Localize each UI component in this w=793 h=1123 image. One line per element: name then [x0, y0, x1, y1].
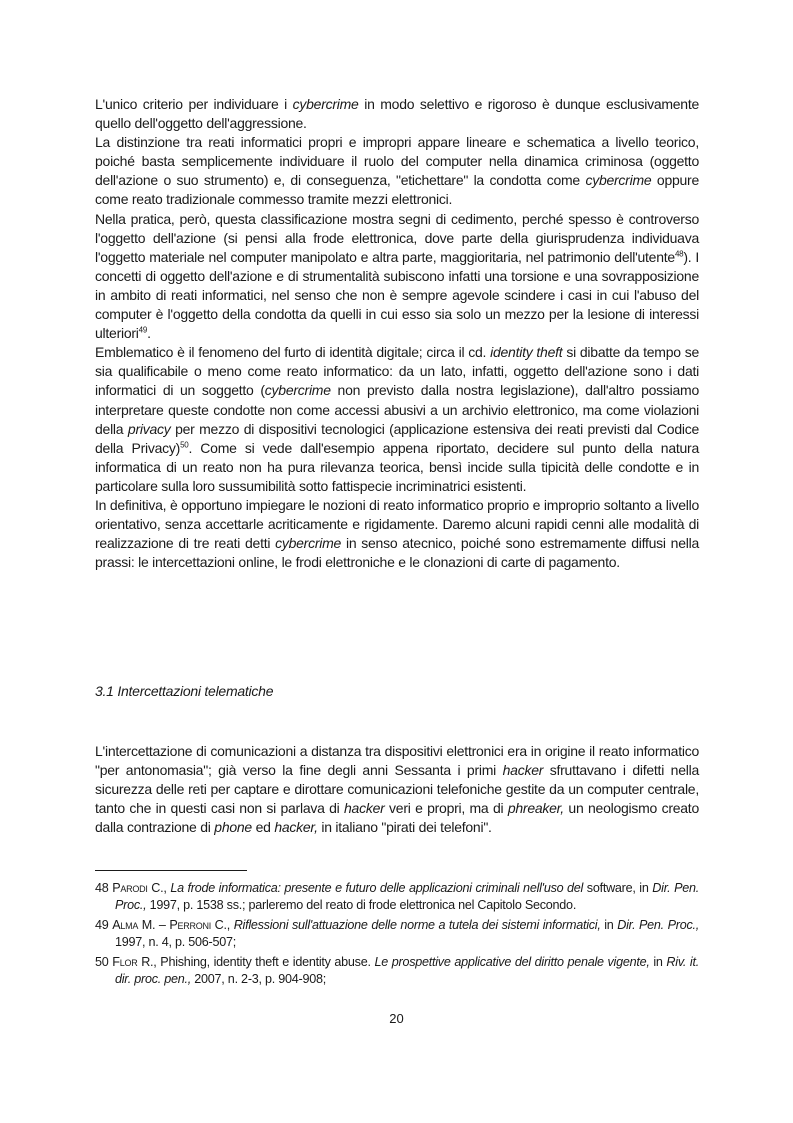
paragraph-4: Emblematico è il fenomeno del furto di identità digitale; circa il cd. identity theft si dibatte da tempo se sia qualificabile o meno come reato informatico: da un lato, infatti, oggetto dell'azione sono i dati informatici di un soggetto (cybercrime non previsto dalla nostra legislazione), dall'altro possiamo interpretare queste condotte non come accessi abusivi a un archivio elettronico, ma come violazioni della privacy per mezzo di dispositivi tecnologici (applicazione estensiva dei reati previsti dal Codice della Privacy)$^{50}$. Come si vede dall'esempio appena riportato, decidere sul punto della natura informatica di un reato non ha pura rilevanza teorica, bensì incide sulla tipicità delle condotte e in particolare sulla loro sussumibilità sotto fattispecie incriminatrici esistenti. [95, 344, 700, 494]
footnote-separator [95, 870, 247, 871]
footnote-ref-48[interactable]: 48 [674, 249, 684, 259]
section-paragraph: L'intercettazione di comunicazioni a distanza tra dispositivi elettronici era in origine il reato informatico "per antonomasia"; già verso la fine degli anni Sessanta i primi hacker sfruttavano i difetti nella sicurezza delle reti per captare e dirottare comunicazioni telefoniche gestite da un computer centrale, tanto che in questi casi non si parlava di hacker veri e propri, ma di phreaker, un neologismo creato dalla contrazione di phone ed hacker, in italiano "pirati dei telefoni". [95, 743, 699, 836]
footnote-49: 49 Alma M. – Perroni C., Riflessioni sull'attuazione delle norme a tutela dei sistemi informatici, in Dir. Pen. Proc., 1997, n. 4, p. 506-507; [95, 917, 699, 950]
paragraph-1: L'unico criterio per individuare i cybercrime in modo selettivo e rigoroso è dunque esclusivamente quello dell'oggetto dell'aggressione. [95, 96, 700, 132]
section-body [95, 742, 699, 837]
paragraph-5: In definitiva, è opportuno impiegare le nozioni di reato informatico proprio e improprio soltanto a livello orientativo, senza accettarle acriticamente e rigidamente. Daremo alcuni rapidi cenni alle modalità di realizzazione di tre reati detti cybercrime in senso atecnico, poiché sono estremamente diffusi nella prassi: le intercettazioni online, le frodi elettroniche e le clonazioni di carte di pagamento. [95, 496, 699, 571]
footnotes [95, 880, 699, 990]
paragraph-2: La distinzione tra reati informatici propri e impropri appare lineare e schematica a livello teorico, poiché basta semplicemente individuare il ruolo del computer nella dinamica criminosa (oggetto dell'azione o suo strumento) e, di conseguenza, "etichettare" la condotta come cybercrime oppure come reato tradizionale commesso tramite mezzi elettronici. [95, 134, 700, 208]
footnote-50: 50 Flor R., Phishing, identity theft e identity abuse. Le prospettive applicative del diritto penale vigente, in Riv. it. dir. proc. pen., 2007, n. 2-3, p. 904-908; [95, 954, 699, 987]
body-text-block [95, 95, 699, 572]
footnote-48: 48 Parodi C., La frode informatica: presente e futuro delle applicazioni criminali nell'uso del software, in Dir. Pen. Proc., 1997, p. 1538 ss.; parleremo del reato di frode elettronica nel Capitolo Secondo. [95, 881, 700, 913]
page-number: 20 [389, 1011, 404, 1026]
footnote-ref-49[interactable]: 49 [138, 325, 148, 335]
footnote-ref-50[interactable]: 50 [180, 440, 189, 450]
section-heading: 3.1 Intercettazioni telematiche [95, 683, 274, 699]
paragraph-3: Nella pratica, però, questa classificazione mostra segni di cedimento, perché spesso è controverso l'oggetto dell'azione (si pensi alla frode elettronica, dove parte della giurisprudenza individuava l'oggetto materiale nel computer manipolato e altra parte, maggioritaria, nel patrimonio dell'utente$^{48}$). I concetti di oggetto dell'azione e di strumentalità subiscono infatti una torsione e una sovrapposizione in ambito di reati informatici, nel senso che non è sempre agevole scindere i casi in cui l'abuso del computer è l'oggetto della condotta da quelli in cui esso sia solo un mezzo per la lesione di interessi ulteriori$^{49}$. [95, 210, 699, 342]
